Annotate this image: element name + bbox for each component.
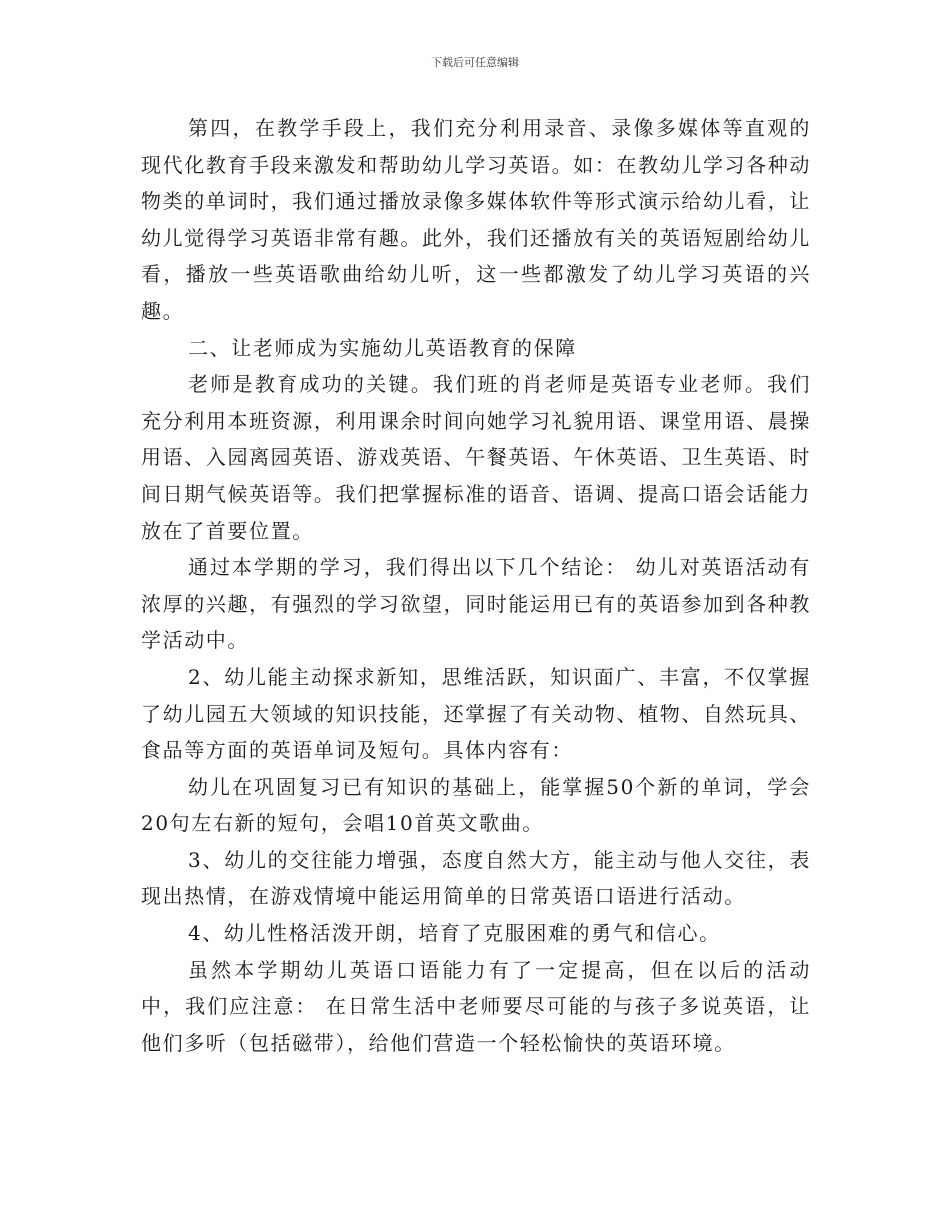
document-body (141, 110, 811, 1061)
paragraph-conclusion-2: 2、幼儿能主动探求新知，思维活跃，知识面广、丰富，不仅掌握了幼儿园五大领域的知识技能，还掌握了有关动物、植物、自然玩具、食品等方面的英语单词及短句。具体内容有： (141, 664, 811, 763)
section-heading-teacher-guarantee: 二、让老师成为实施幼儿英语教育的保障 (188, 335, 577, 360)
paragraph-teacher-key: 老师是教育成功的关键。我们班的肖老师是英语专业老师。我们充分利用本班资源，利用课余时间向她学习礼貌用语、课堂用语、晨操用语、入园离园英语、游戏英语、午餐英语、午休英语、卫生英语、时间日期气候英语等。我们把掌握标准的语音、语调、提高口语会话能力放在了首要位置。 (141, 372, 811, 543)
page-header: 下载后可任意编辑 (431, 56, 519, 69)
paragraph-future-notes: 虽然本学期幼儿英语口语能力有了一定提高，但在以后的活动中，我们应注意： 在日常生活中老师要尽可能的与孩子多说英语，让他们多听（包括磁带），给他们营造一个轻松愉快的英语环境。 (141, 957, 811, 1055)
paragraph-conclusion-4: 4、幼儿性格活泼开朗，培育了克服困难的勇气和信心。 (188, 921, 721, 946)
paragraph-learning-content: 幼儿在巩固复习已有知识的基础上，能掌握50个新的单词，学会20句左右新的短句，会唱10首英文歌曲。 (141, 774, 811, 836)
paragraph-conclusion-3: 3、幼儿的交往能力增强，态度自然大方，能主动与他人交往，表现出热情，在游戏情境中能运用简单的日常英语口语进行活动。 (141, 847, 811, 909)
paragraph-teaching-methods: 第四，在教学手段上，我们充分利用录音、录像多媒体等直观的现代化教育手段来激发和帮助幼儿学习英语。如：在教幼儿学习各种动物类的单词时，我们通过播放录像多媒体软件等形式演示给幼儿看，让幼儿觉得学习英语非常有趣。此外，我们还播放有关的英语短剧给幼儿看，播放一些英语歌曲给幼儿听，这一些都激发了幼儿学习英语的兴趣。 (141, 116, 811, 323)
paragraph-conclusions: 通过本学期的学习，我们得出以下几个结论： 幼儿对英语活动有浓厚的兴趣，有强烈的学习欲望，同时能运用已有的英语参加到各种教学活动中。 (141, 555, 811, 653)
